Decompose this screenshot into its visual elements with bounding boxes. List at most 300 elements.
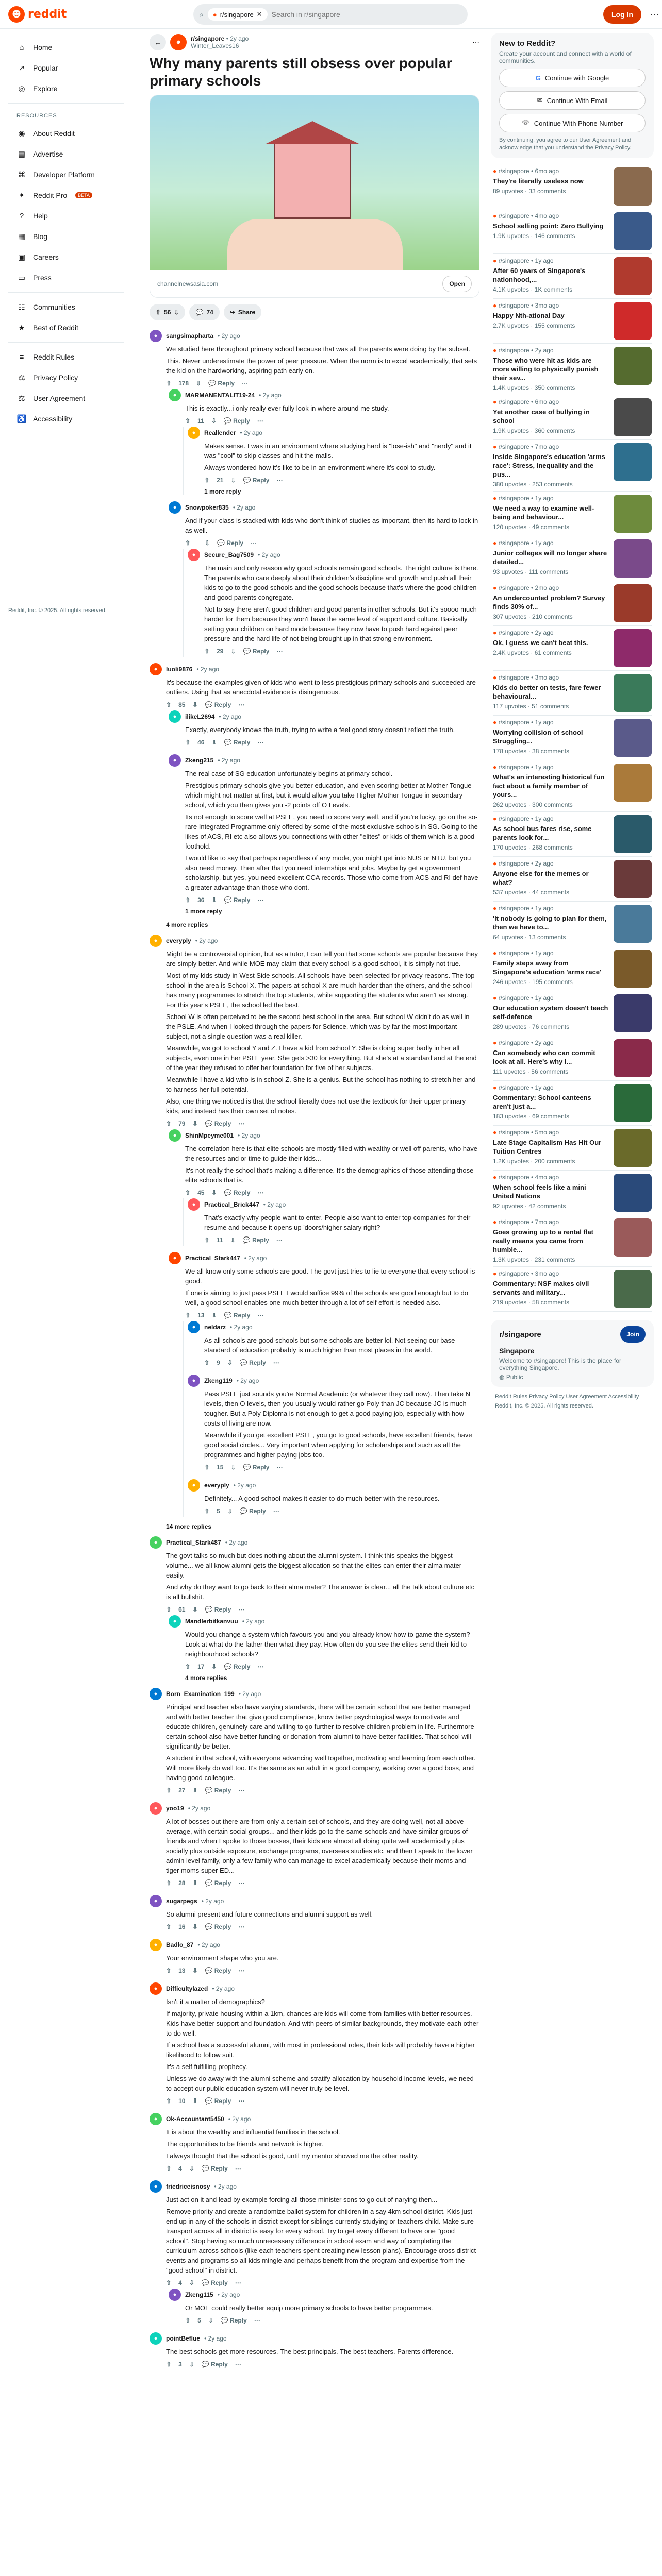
related-post-meta: 1.9K upvotes · 146 comments [493,232,575,240]
upvote-icon[interactable]: ⇧ [166,1967,172,1974]
more-replies-link[interactable]: 4 more replies [166,921,208,928]
comment-thread [150,330,479,2370]
downvote-icon[interactable]: ⇩ [196,380,202,387]
upvote-icon[interactable]: ⇧ [204,1464,210,1471]
related-sub-icon: ● [493,495,497,502]
comment-avatar[interactable]: ● [169,710,181,723]
related-post-title[interactable]: What's an interesting historical fun fact about a family member of yours... [493,773,605,799]
reply-button[interactable]: 💬 Reply [239,1359,266,1366]
related-sub-icon: ● [493,815,497,822]
upvote-icon[interactable]: ⇧ [185,2317,191,2324]
reply-button[interactable]: 💬 Reply [205,1606,231,1613]
related-post[interactable]: ● r/singapore • 3mo ago Happy Nth-ational Day 2.7K upvotes · 155 comments [493,299,652,344]
more-options-icon[interactable]: ⋯ [650,9,659,20]
upvote-icon[interactable]: ⇧ [204,1236,210,1244]
reply-button[interactable]: 💬 Reply [224,739,251,746]
sidebar-item-home[interactable]: ⌂ Home [8,37,124,58]
comment-avatar[interactable]: ● [188,549,200,561]
upvote-icon[interactable]: ⇧ [204,477,210,484]
comment-author[interactable]: sangsimapharta [166,332,214,340]
reply-button[interactable]: 💬 Reply [220,2317,247,2324]
comment-author[interactable]: ShinMpeyme001 [185,1132,234,1139]
comment-avatar[interactable]: ● [150,1939,162,1951]
related-post-title[interactable]: Those who were hit as kids are more willing to physically punish their sev... [493,357,599,382]
post-more-icon[interactable]: ⋯ [472,38,479,46]
comment-avatar[interactable]: ● [169,1615,181,1628]
related-post-thumbnail[interactable] [614,398,652,436]
related-post-title[interactable]: Goes growing up to a rental flat really means you came from humble... [493,1228,594,1253]
upvote-icon[interactable]: ⇧ [166,701,172,708]
related-post-title[interactable]: Can somebody who can commit look at all. Here's why I... [493,1049,595,1065]
related-post[interactable]: ● r/singapore • 1y ago Family steps away from Singapore's education 'arms race' 246 upvotes · 195 comments [493,946,652,991]
sidebar-item-about-reddit[interactable]: ◉ About Reddit [8,123,124,144]
comment-avatar[interactable]: ● [169,1129,181,1142]
reply-button[interactable]: 💬 Reply [223,417,250,425]
related-post[interactable]: ● r/singapore • 1y ago We need a way to examine well-being and behaviour... 120 upvotes · 49 comments [493,492,652,536]
comment-author[interactable]: pointBeflue [166,2335,200,2342]
reply-thread [183,1198,479,1246]
related-post-title[interactable]: Yet another case of bullying in school [493,408,590,425]
comment-author[interactable]: luoli9876 [166,666,193,673]
comment [150,1536,479,1682]
related-post-thumbnail[interactable] [614,539,652,578]
comment-avatar[interactable]: ● [150,1688,162,1700]
comment-more-icon[interactable]: ⋯ [238,1120,245,1127]
comment-text: So alumni present and future connections and alumni support as well. [166,1910,373,1918]
comment-more-icon[interactable]: ⋯ [257,1663,264,1670]
reply-button[interactable]: 💬 Reply [201,2279,228,2286]
more-replies-link[interactable]: 1 more reply [185,908,222,915]
comment [188,1479,479,1517]
comment-more-icon[interactable]: ⋯ [254,2317,260,2324]
upvote-icon[interactable]: ⇧ [166,380,172,387]
comment-avatar[interactable]: ● [188,1198,200,1211]
comment-avatar[interactable]: ● [188,1479,200,1492]
best-of-reddit-icon: ★ [18,324,25,332]
post-author[interactable]: Winter_Leaves16 [191,42,239,49]
comment-more-icon[interactable]: ⋯ [238,2097,245,2105]
related-post-thumbnail[interactable] [614,815,652,853]
upvote-icon[interactable]: ⇧ [166,2097,172,2105]
reply-button[interactable]: 💬 Reply [205,1967,231,1974]
comment-more-icon[interactable]: ⋯ [257,739,264,746]
more-replies-link[interactable]: 4 more replies [185,1674,227,1682]
upvote-icon[interactable]: ⇧ [204,648,210,655]
upvote-icon[interactable]: ⇧ [166,2361,172,2368]
open-link-button[interactable]: Open [442,276,472,292]
related-post[interactable]: ● r/singapore • 4mo ago When school feels like a mini United Nations 92 upvotes · 42 comments [493,1171,652,1215]
post-subreddit[interactable]: r/singapore [191,35,225,42]
related-post-thumbnail[interactable] [614,1039,652,1077]
related-post-title[interactable]: Happy Nth-ational Day [493,312,565,319]
comment-author[interactable]: Badlo_87 [166,1941,194,1948]
comment-more-icon[interactable]: ⋯ [276,1236,283,1244]
upvote-icon[interactable]: ⇧ [204,1359,210,1366]
related-post-title[interactable]: Commentary: School canteens aren't just a... [493,1094,591,1110]
related-post-thumbnail[interactable] [614,1270,652,1308]
related-post[interactable]: ● r/singapore • 7mo ago Goes growing up to a rental flat really means you came from humble... 1.3K upvotes · 231 comments [493,1215,652,1267]
join-button[interactable]: Join [620,1326,646,1343]
upvote-icon[interactable]: ⇧ [185,539,191,547]
related-post-title[interactable]: Ok, I guess we can't beat this. [493,639,588,647]
related-post[interactable]: ● r/singapore • 1y ago Our education system doesn't teach self-defence 289 upvotes · 76 comments [493,991,652,1036]
downvote-icon[interactable]: ⇩ [192,1120,198,1127]
related-post[interactable]: ● r/singapore • 1y ago Worrying collision of school Struggling... 178 upvotes · 38 comments [493,716,652,760]
subreddit-chip[interactable]: ● r/singapore ✕ [208,8,268,21]
comment-author[interactable]: Zkeng119 [204,1377,233,1384]
comment-author[interactable]: Mandlerbitkanvuu [185,1618,238,1625]
upvote-icon[interactable]: ⇧ [166,1606,172,1613]
comment-avatar[interactable]: ● [188,1321,200,1333]
downvote-icon[interactable]: ⇩ [189,2361,194,2368]
comment-avatar[interactable]: ● [150,2113,162,2125]
downvote-icon[interactable]: ⇩ [211,739,217,746]
comment-author[interactable]: sugarpegs [166,1897,197,1905]
downvote-icon[interactable]: ⇩ [211,1312,217,1319]
related-post-thumbnail[interactable] [614,1174,652,1212]
comment-avatar[interactable]: ● [150,2180,162,2193]
related-post-title[interactable]: We need a way to examine well-being and behaviour... [493,504,594,521]
reddit-logo[interactable]: ☻ reddit [8,6,67,23]
downvote-icon[interactable]: ⇩ [211,896,217,904]
reply-button[interactable]: 💬 Reply [208,380,235,387]
left-legal: Reddit, Inc. © 2025. All rights reserved. [8,607,107,614]
related-post[interactable]: ● r/singapore • 1y ago Junior colleges will no longer share detailed... 93 upvotes · 111 comments [493,536,652,581]
upvote-icon[interactable]: ⇧ [166,1923,172,1930]
comment-more-icon[interactable]: ⋯ [235,2165,241,2172]
related-post-title[interactable]: Our education system doesn't teach self-defence [493,1004,608,1021]
comment-more-icon[interactable]: ⋯ [257,1189,264,1196]
comment-avatar[interactable]: ● [150,1536,162,1549]
reply-button[interactable]: 💬 Reply [205,2097,231,2105]
reply-button[interactable]: 💬 Reply [243,477,270,484]
comment-author[interactable]: yoo19 [166,1805,184,1812]
comment-author[interactable]: Zkeng115 [185,2291,213,2298]
comment-author[interactable]: Difficultylazed [166,1985,208,1992]
downvote-icon[interactable]: ⇩ [192,701,198,708]
related-post-title[interactable]: Inside Singapore's education 'arms race': Stress, inequality and the pus... [493,453,605,478]
comment-avatar[interactable]: ● [150,1895,162,1907]
related-post[interactable]: ● r/singapore • 3mo ago Kids do better on tests, fare fewer behavioural... 117 upvotes · 51 comments [493,671,652,716]
sidebar-item-reddit-pro[interactable]: ✦ Reddit Pro BETA [8,185,124,206]
upvote-icon[interactable]: ⇧ [166,2279,172,2286]
comment-more-icon[interactable]: ⋯ [276,477,283,484]
comment [188,1198,479,1246]
related-post[interactable]: ● r/singapore • 7mo ago Inside Singapore's education 'arms race': Stress, inequality and the pus... 380 upvotes · 253 comments [493,440,652,492]
upvote-icon[interactable]: ⇧ [166,1120,172,1127]
downvote-icon[interactable]: ⇩ [211,1189,217,1196]
related-post-title[interactable]: Junior colleges will no longer share detailed... [493,549,607,566]
downvote-icon[interactable]: ⇩ [227,1507,233,1515]
related-post-thumbnail[interactable] [614,719,652,757]
more-replies-link[interactable]: 14 more replies [166,1523,212,1530]
reply-button[interactable]: 💬 Reply [205,1120,231,1127]
related-post-thumbnail[interactable] [614,347,652,385]
continue-email-button[interactable]: ✉ Continue With Email [499,91,646,110]
comment-avatar[interactable]: ● [169,754,181,767]
downvote-icon[interactable]: ⇩ [208,2317,213,2324]
downvote-icon[interactable]: ⇩ [192,1787,198,1794]
related-post-thumbnail[interactable] [614,629,652,667]
related-post-thumbnail[interactable] [614,674,652,712]
comment-more-icon[interactable]: ⋯ [257,896,264,904]
related-post[interactable]: ● r/singapore • 2y ago Can somebody who can commit look at all. Here's why I... 111 upvotes · 56 comments [493,1036,652,1081]
related-post-thumbnail[interactable] [614,443,652,481]
comment-author[interactable]: neldarz [204,1324,226,1331]
related-post-title[interactable]: As school bus fares rise, some parents look for... [493,825,592,841]
reply-button[interactable]: 💬 Reply [224,1663,251,1670]
comment-avatar[interactable]: ● [150,935,162,947]
comment [150,663,479,928]
related-post[interactable]: ● r/singapore • 1y ago Commentary: School canteens aren't just a... 183 upvotes · 69 comments [493,1081,652,1126]
post-share-pill[interactable]: ↪ Share [224,304,261,320]
comment-more-icon[interactable]: ⋯ [238,1967,245,1974]
related-post[interactable]: ● r/singapore • 6mo ago Yet another case of bullying in school 1.9K upvotes · 360 comments [493,395,652,440]
upvote-icon[interactable]: ⇧ [166,1879,172,1887]
comment-more-icon[interactable]: ⋯ [242,380,249,387]
comment-author[interactable]: everyply [204,1482,229,1489]
related-post-title[interactable]: After 60 years of Singapore's nationhood,... [493,267,586,283]
comment-avatar[interactable]: ● [150,2332,162,2345]
comment-more-icon[interactable]: ⋯ [276,1464,283,1471]
comment-avatar[interactable]: ● [169,2289,181,2301]
related-post-title[interactable]: Family steps away from Singapore's education 'arms race' [493,959,602,976]
downvote-icon[interactable]: ⇩ [192,1967,198,1974]
reply-button[interactable]: 💬 Reply [243,648,270,655]
comment-more-icon[interactable]: ⋯ [257,417,263,425]
related-post-thumbnail[interactable] [614,584,652,622]
sidebar-item-reddit-rules[interactable]: ≡ Reddit Rules [8,347,124,367]
sidebar-item-blog[interactable]: ▦ Blog [8,226,124,247]
upvote-icon[interactable]: ⇧ [156,309,161,316]
comment-author[interactable]: ilikeL2694 [185,713,215,720]
reply-button[interactable]: 💬 Reply [242,1236,269,1244]
comment-author[interactable]: Reallender [204,429,236,436]
comment-author[interactable]: Secure_Bag7509 [204,551,254,558]
back-arrow-icon[interactable]: ← [150,34,166,50]
reply-button[interactable]: 💬 Reply [239,1507,266,1515]
upvote-icon[interactable]: ⇧ [185,739,191,746]
comment-author[interactable]: Practical_Brick447 [204,1201,259,1208]
related-post-title[interactable]: 'It nobody is going to plan for them, then we have to... [493,914,607,931]
upvote-icon[interactable]: ⇧ [166,1787,172,1794]
reply-button[interactable]: 💬 Reply [201,2361,228,2368]
comment-more-icon[interactable]: ⋯ [273,1507,279,1515]
reply-button[interactable]: 💬 Reply [224,896,251,904]
search-bar[interactable] [193,4,468,25]
comment-time: • 2y ago [259,392,282,399]
comment-avatar[interactable]: ● [150,1802,162,1815]
community-name[interactable]: r/singapore [499,1330,541,1339]
sidebar-item-best-of-reddit[interactable]: ★ Best of Reddit [8,317,124,338]
email-icon: ✉ [537,96,543,104]
downvote-icon[interactable]: ⇩ [230,1464,236,1471]
search-input[interactable] [272,10,395,19]
comment-more-icon[interactable]: ⋯ [276,648,283,655]
downvote-icon[interactable]: ⇩ [174,309,179,316]
related-post[interactable]: ● r/singapore • 1y ago What's an interesting historical fun fact about a family member of yours... 262 upvotes · 300 comments [493,760,652,812]
reply-button[interactable]: 💬 Reply [201,2165,228,2172]
related-post[interactable]: ● r/singapore • 5mo ago Late Stage Capitalism Has Hit Our Tuition Centres 1.2K upvotes · 200 comments [493,1126,652,1171]
sidebar-item-press[interactable]: ▭ Press [8,267,124,288]
related-post[interactable]: ● r/singapore • 3mo ago Commentary: NSF makes civil servants and military... 219 upvotes · 58 comments [493,1267,652,1312]
reply-button[interactable]: 💬 Reply [224,1189,251,1196]
reply-button[interactable]: 💬 Reply [205,1787,231,1794]
comment-avatar[interactable]: ● [188,427,200,439]
related-post-title[interactable]: They're literally useless now [493,177,584,185]
comment-author[interactable]: Practical_Stark447 [185,1255,240,1262]
sidebar-item-help[interactable]: ? Help [8,206,124,226]
comment-author[interactable]: Ok-Accountant5450 [166,2115,224,2123]
related-post-title[interactable]: Kids do better on tests, fare fewer behavioural... [493,684,601,700]
sidebar-item-advertise[interactable]: ▤ Advertise [8,144,124,164]
comment-more-icon[interactable]: ⋯ [273,1359,279,1366]
upvote-icon[interactable]: ⇧ [185,1189,191,1196]
reply-button[interactable]: 💬 Reply [205,1879,231,1887]
related-post[interactable]: ● r/singapore • 2y ago Ok, I guess we can't beat this. 2.4K upvotes · 61 comments [493,626,652,671]
related-post[interactable]: ● r/singapore • 4mo ago School selling point: Zero Bullying 1.9K upvotes · 146 comments [493,209,652,254]
related-post-thumbnail[interactable] [614,212,652,250]
downvote-icon[interactable]: ⇩ [205,539,210,547]
post-comments-pill[interactable]: 💬 74 [189,304,219,320]
downvote-icon[interactable]: ⇩ [211,1663,217,1670]
comment-author[interactable]: everyply [166,937,191,944]
downvote-icon[interactable]: ⇩ [192,2097,198,2105]
comment-author[interactable]: MARMANENTALIT19-24 [185,392,255,399]
sidebar-item-developer-platform[interactable]: ⌘ Developer Platform [8,164,124,185]
related-post-thumbnail[interactable] [614,1129,652,1167]
related-post-title[interactable]: An undercounted problem? Survey finds 30% of... [493,594,605,611]
related-post[interactable]: ● r/singapore • 2y ago Those who were hit as kids are more willing to physically punish their sev... 1.4K upvotes · 350 comments [493,344,652,395]
sidebar-item-careers[interactable]: ▣ Careers [8,247,124,267]
login-button[interactable]: Log In [603,5,641,24]
related-post[interactable]: ● r/singapore • 1y ago 'It nobody is going to plan for them, then we have to... 64 upvotes · 13 comments [493,902,652,946]
sidebar-item-communities[interactable]: ☷ Communities [8,297,124,317]
related-post-thumbnail[interactable] [614,860,652,898]
post-vote-pill[interactable]: ⇧ 56 ⇩ [150,304,185,320]
comment-author[interactable]: Zkeng215 [185,757,214,764]
comment-avatar[interactable]: ● [150,330,162,342]
downvote-icon[interactable]: ⇩ [230,648,236,655]
comment-more-icon[interactable]: ⋯ [238,1787,245,1794]
comment-time: • 2y ago [212,1985,235,1992]
upvote-icon[interactable]: ⇧ [185,1312,191,1319]
related-post-meta: 111 upvotes · 56 comments [493,1068,569,1075]
close-icon[interactable]: ✕ [256,10,262,18]
related-post-thumbnail[interactable] [614,495,652,533]
post-link-card[interactable] [150,95,479,298]
downvote-icon[interactable]: ⇩ [192,1606,198,1613]
downvote-icon[interactable]: ⇩ [230,1236,236,1244]
related-post-title[interactable]: Commentary: NSF makes civil servants and military... [493,1280,589,1296]
comment-avatar[interactable]: ● [188,1375,200,1387]
related-post-title[interactable]: Worrying collision of school Struggling... [493,728,583,745]
related-post-thumbnail[interactable] [614,764,652,802]
downvote-icon[interactable]: ⇩ [189,2165,194,2172]
sidebar-item-privacy-policy[interactable]: ⚖ Privacy Policy [8,367,124,388]
reply-button[interactable]: 💬 Reply [224,1312,251,1319]
related-post-thumbnail[interactable] [614,257,652,295]
comment-more-icon[interactable]: ⋯ [238,1879,245,1887]
related-post-thumbnail[interactable] [614,167,652,206]
upvote-icon[interactable]: ⇧ [185,1663,191,1670]
comment-avatar[interactable]: ● [169,1252,181,1264]
comment-text: A lot of bosses out there are from only a certain set of schools, and they are doing well, not all above average, with certain social groups... and their kids go to the same schools and have similar groups of friends and when I spoke to those bosses, their kids are almost all doing quite well academically plus socially plus outside exposure, exchange programs, overseas studies etc. and then I speak to the lower admin level family, only a few family who can manage to excel academically because their moms and tiger moms super ED... [166,1818,473,1874]
comment-author[interactable]: Practical_Stark487 [166,1539,221,1546]
related-post-title[interactable]: Anyone else for the memes or what? [493,870,589,886]
continue-google-button[interactable]: G Continue with Google [499,69,646,87]
downvote-icon[interactable]: ⇩ [211,417,217,425]
top-bar [0,0,662,29]
sidebar-item-popular[interactable]: ↗ Popular [8,58,124,78]
upvote-icon[interactable]: ⇧ [185,417,191,425]
comment-more-icon[interactable]: ⋯ [238,1606,245,1613]
comment-more-icon[interactable]: ⋯ [251,539,257,547]
upvote-icon[interactable]: ⇧ [204,1507,210,1515]
sidebar-item-accessibility[interactable]: ♿ Accessibility [16,415,73,423]
related-post[interactable]: ● r/singapore • 1y ago After 60 years of Singapore's nationhood,... 4.1K upvotes · 1K comments [493,254,652,299]
comment-author[interactable]: Snowpoker835 [185,504,229,511]
downvote-icon[interactable]: ⇩ [189,2279,194,2286]
comment-more-icon[interactable]: ⋯ [238,1923,245,1930]
related-post-title[interactable]: Late Stage Capitalism Has Hit Our Tuition Centres [493,1139,602,1155]
related-post-thumbnail[interactable] [614,1218,652,1257]
related-post[interactable]: ● r/singapore • 2y ago Anyone else for the memes or what? 537 upvotes · 44 comments [493,857,652,902]
related-post-thumbnail[interactable] [614,302,652,340]
comment-more-icon[interactable]: ⋯ [257,1312,264,1319]
sidebar-item-explore[interactable]: ◎ Explore [8,78,124,99]
related-post[interactable]: ● r/singapore • 1y ago As school bus fares rise, some parents look for... 170 upvotes · 268 comments [493,812,652,857]
right-footer-links[interactable]: Reddit Rules Privacy Policy User Agreement Accessibility [495,1394,639,1400]
post-link-domain[interactable]: channelnewsasia.com [157,280,219,287]
related-post-thumbnail[interactable] [614,994,652,1032]
related-post[interactable]: ● r/singapore • 6mo ago They're literally useless now 89 upvotes · 33 comments [493,164,652,209]
reply-button[interactable]: 💬 Reply [205,1923,231,1930]
comment-avatar[interactable]: ● [169,501,181,514]
upvote-icon[interactable]: ⇧ [166,2165,172,2172]
comment-author[interactable]: Born_Examination_199 [166,1690,235,1698]
downvote-icon[interactable]: ⇩ [192,1879,198,1887]
downvote-icon[interactable]: ⇩ [230,477,236,484]
comment-avatar[interactable]: ● [150,1982,162,1995]
comment-avatar[interactable]: ● [150,663,162,675]
downvote-icon[interactable]: ⇩ [192,1923,198,1930]
related-post-thumbnail[interactable] [614,1084,652,1122]
upvote-icon[interactable]: ⇧ [185,896,191,904]
related-post[interactable]: ● r/singapore • 2mo ago An undercounted problem? Survey finds 30% of... 307 upvotes · 210 comments [493,581,652,626]
related-post-title[interactable]: School selling point: Zero Bullying [493,222,604,230]
reply-button[interactable]: 💬 Reply [205,701,231,708]
reply-button[interactable]: 💬 Reply [243,1464,270,1471]
sidebar-item-user-agreement[interactable]: ⚖ User Agreement [8,388,124,409]
comment-time: • 2y ago [214,2183,237,2190]
comment [188,427,479,495]
comment-more-icon[interactable]: ⋯ [238,701,245,708]
comment-more-icon[interactable]: ⋯ [235,2361,241,2368]
comment-more-icon[interactable]: ⋯ [235,2279,241,2286]
related-post-title[interactable]: When school feels like a mini United Nations [493,1183,586,1200]
comment-avatar[interactable]: ● [169,389,181,401]
related-post-thumbnail[interactable] [614,950,652,988]
comment-text: As all schools are good schools but some schools are better lol. Not seeing our base standard of education probably is much higher than most places in the world. [204,1336,455,1354]
subreddit-avatar[interactable]: ☻ [170,34,187,50]
downvote-icon[interactable]: ⇩ [227,1359,233,1366]
reply-button[interactable]: 💬 Reply [217,539,244,547]
continue-phone-button[interactable]: ☏ Continue With Phone Number [499,114,646,132]
more-replies-link[interactable]: 1 more reply [204,488,241,495]
comment-author[interactable]: friedriceisnosy [166,2183,210,2190]
related-post-thumbnail[interactable] [614,905,652,943]
